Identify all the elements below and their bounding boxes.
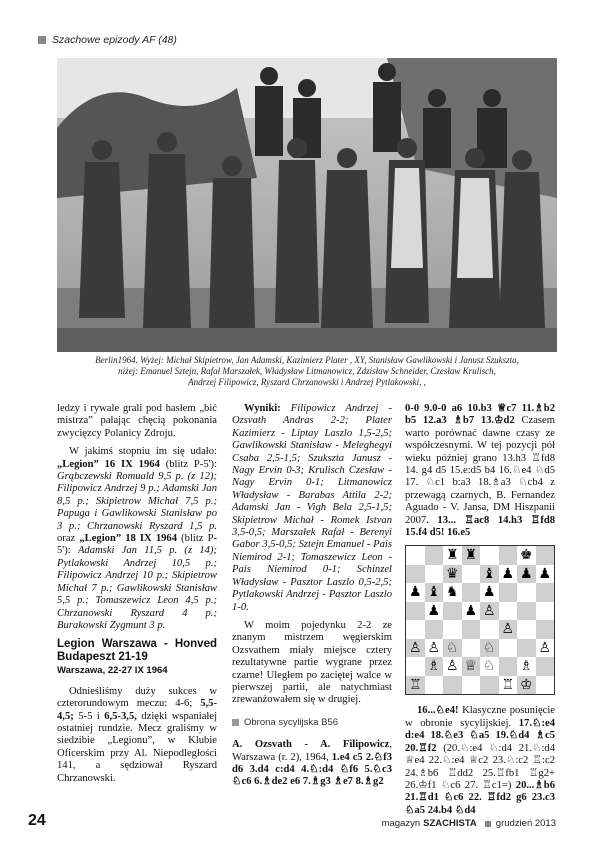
magazine-info <box>382 818 556 829</box>
chess-piece: ♟ <box>519 565 533 582</box>
photo-caption <box>57 355 557 388</box>
text-span: Odnieśliśmy duży sukces w czterorundowym meczu: 4-6; <box>57 685 217 710</box>
header-title: Szachowe epizody AF (48) <box>52 34 177 46</box>
chess-piece: ♙ <box>427 639 441 656</box>
caption-line: niżej: Emanuel Sztejn, Rafał Marszałek, Władysław Litmanowicz, Zdzisław Schneider, Czesław Krulisch, <box>118 366 496 376</box>
chess-piece: ♜ <box>464 547 478 564</box>
results-label: Wyniki: <box>244 403 281 414</box>
game-info: , Warszawa (r. 2), 1964, <box>232 739 392 763</box>
paragraph <box>405 705 555 817</box>
chess-piece: ♟ <box>427 602 441 619</box>
board-square <box>462 583 481 602</box>
event-name: „Legion” 18 IX 1964 <box>79 533 178 545</box>
chess-piece: ♕ <box>464 658 478 675</box>
moves: 20...♗b6 21.♖d1 ♘c6 22. ♖fd2 g6 23.c3 ♘a5 24.b4 ♘d4 <box>405 779 555 816</box>
paragraph <box>405 403 555 539</box>
chess-piece: ♛ <box>445 565 459 582</box>
chess-piece: ♟ <box>482 584 496 601</box>
board-square <box>499 583 518 602</box>
board-square <box>462 676 481 695</box>
moves: 17.♘:e4 d:e4 18.♘e3 ♘a5 19.♘d4 ♗c5 20.♖f2 <box>405 717 555 754</box>
page-number: 24 <box>28 812 46 829</box>
chess-piece: ♟ <box>408 584 422 601</box>
moves: 1.e4 c5 2.♘f3 d6 3.d4 c:d4 4.♘:d4 ♘f6 5.♘c3 ♘c6 6.♗de2 e6 7.♗g3 ♗e7 8.♗g2 <box>232 751 392 788</box>
chess-piece: ♗ <box>519 658 533 675</box>
board-square <box>462 620 481 639</box>
event-name: „Legion” 16 IX 1964 <box>57 458 160 470</box>
board-square <box>406 546 425 565</box>
running-header <box>38 34 177 46</box>
chess-piece: ♙ <box>408 639 422 656</box>
section-subtitle: Warszawa, 22-27 IX 1964 <box>57 665 168 677</box>
paragraph: W moim pojedynku 2-2 ze znanym mistrzem węgierskim Ozsvathem miały miejsce cztery rezultatywne partie wygrane przez czarne! Uległem po zaciętej walce w pierwszej partii, ale natychmiast zrewanżowałem się w drugiej. <box>232 619 392 706</box>
text-span: oraz <box>57 533 80 545</box>
caption-line: Andrzej Filipowicz, Ryszard Chrzanowski i Andrzej Pytlakowski, , <box>188 377 426 387</box>
board-square <box>536 676 555 695</box>
game-players: A. Ozsvath - A. Filipowicz <box>232 739 390 751</box>
results-list: Grąbczewski Romuald 9,5 p. (z 12); Filipowicz Andrzej 9 p.; Adamski Jan 8,5 p.; Skipietrow Michał 7,5 p.; Papuga i Gawlikowski Stanisław po 3 p.; Chrzanowski Ryszard 1,5 p. <box>57 471 217 532</box>
chess-piece: ♞ <box>445 584 459 601</box>
opening-square-icon <box>232 719 239 726</box>
chess-piece: ♘ <box>482 658 496 675</box>
column-1 <box>57 403 217 791</box>
annotation: Klasyczne posunięcie w obronie sycylijskiej. <box>405 705 555 729</box>
board-square <box>536 583 555 602</box>
board-square <box>443 676 462 695</box>
chess-piece: ♝ <box>427 584 441 601</box>
paragraph <box>57 686 217 785</box>
board-square <box>462 565 481 584</box>
board-square <box>536 620 555 639</box>
board-square <box>499 602 518 621</box>
chess-piece: ♘ <box>445 639 459 656</box>
header-square-icon <box>38 36 46 44</box>
results-list: Filipowicz Andrzej - Ozsvath Andras 2-2; Plater Kazimierz - Liptay Laszlo 1,5-2,5; Gawlikowski Stanisław - Meleghegyi Csaba 2,5-1,5; Szukszta Janusz - Nagy Ervin 0-3; Krulisch Czesław - Nagy Ervin 0-1; Litmanowicz Władysław - Barabas Attila 2-2; Adamski Jan - Vigh Bela 2,5-1,5; Skipietrow Michał - Romek Istvan 3,5-0,5; Marszałek Rafał - Berenyi Gabor 3,5-0,5; Sztejn Emanuel - Pais Niemirod 2-1; Tomaszewicz Leon - Pais Niemirod 0-1; Schinzel Władysław - Pasztor Laszlo 0,5-2,5; Pytlakowski Andrzej - Pasztor Laszlo 1-0. <box>232 403 392 613</box>
results-list: Adamski Jan 11,5 p. (z 14); Pytlakowski Andrzej 10,5 p.; Filipowicz Andrzej 10 p.; Skipietrow Michał 7 p.; Gawlikowski Stanisław 5,5 p.; Tomaszewicz Leon 4,5 p.; Chrzanowski Ryszard 4 p.; Burakowski Zygmunt 3 p. <box>57 545 217 631</box>
chess-piece: ♝ <box>482 565 496 582</box>
paragraph <box>57 446 217 632</box>
chess-piece: ♟ <box>538 565 552 582</box>
board-square <box>536 602 555 621</box>
annotation: Czasem warto porównać dawne czasy ze współczesnymi. W tej pozycji pół wieku później grano 13.h3 ♖fd8 14. g4 d5 15.e:d5 b4 16.♘e4 ♘d5 17. ♘c1 b:a3 18.♗a3 ♘cb4 z przewagą czarnych, B. Fernandez Aguado - V. Jansa, DM Hiszpanii 2007. <box>405 415 555 526</box>
chess-piece: ♜ <box>445 547 459 564</box>
board-square <box>425 676 444 695</box>
board-square <box>425 546 444 565</box>
board-square <box>480 546 499 565</box>
chess-piece: ♙ <box>445 658 459 675</box>
moves: 16...♘e4! <box>417 705 459 717</box>
board-square <box>517 602 536 621</box>
chess-piece: ♙ <box>538 639 552 656</box>
annotation: (20.♘:e4 ♘:d4 21.♘:d4 ♕e4 22.♘:e4 ♕c2 23.♘:c2 ♖:c2 24.♗b6 ♖dd2 25.♖fb1 ♖g2+ 26.♔f1 ♘c6 27. ♖c1=) <box>405 742 555 791</box>
chess-piece: ♚ <box>519 547 533 564</box>
section-title: Legion Warszawa - Honved Budapeszt 21-19 <box>57 638 217 664</box>
board-square <box>425 565 444 584</box>
board-square <box>499 639 518 658</box>
column-3 <box>405 403 555 823</box>
board-square <box>480 676 499 695</box>
board-square <box>536 657 555 676</box>
magazine-prefix: magazyn <box>381 818 421 829</box>
moves: 0-0 9.0-0 a6 10.b3 ♕c7 11.♗b2 b5 12.a3 ♗b7 13.♔d2 <box>405 403 555 427</box>
issue-date: grudzień 2013 <box>495 818 556 829</box>
board-square <box>499 657 518 676</box>
board-square <box>517 639 536 658</box>
board-square <box>406 565 425 584</box>
chess-piece: ♟ <box>501 565 515 582</box>
board-square <box>443 602 462 621</box>
board-square <box>406 602 425 621</box>
text-span: W jakimś stopniu im się udało: <box>69 446 217 458</box>
board-square <box>425 620 444 639</box>
text-span: 5-5 i <box>73 710 105 722</box>
board-square <box>462 639 481 658</box>
board-square <box>536 546 555 565</box>
text-span: (blitz P-5'): <box>159 458 218 470</box>
text-span: (blitz P-5'): <box>57 533 218 557</box>
chess-piece: ♖ <box>408 676 422 693</box>
board-square <box>517 620 536 639</box>
paragraph <box>232 403 392 614</box>
column-2 <box>232 403 392 795</box>
board-square <box>406 657 425 676</box>
game-moves <box>232 739 392 789</box>
footer-square-icon <box>485 821 491 827</box>
score: 6,5-3,5, <box>104 710 137 722</box>
chess-piece: ♟ <box>464 602 478 619</box>
magazine-name: SZACHISTA <box>423 818 477 829</box>
chess-piece: ♙ <box>482 602 496 619</box>
board-square <box>406 620 425 639</box>
board-square <box>499 546 518 565</box>
chess-piece: ♔ <box>519 676 533 693</box>
board-square <box>443 620 462 639</box>
text-span: dzięki wspaniałej ostatniej rundzie. Mecz graliśmy w siedzibie „Legionu”, w Klubie Oficerskim przy Al. Niepodległości 141, a sędziował Ryszard Chrzanowski. <box>57 710 218 784</box>
chess-piece: ♘ <box>482 639 496 656</box>
moves: 13... ♖ac8 14.h3 ♖fd8 15.f4 d5! 16.e5 <box>405 514 556 539</box>
opening-label <box>232 717 392 729</box>
chess-piece: ♖ <box>501 676 515 693</box>
board-square <box>480 620 499 639</box>
opening-name: Obrona sycylijska B56 <box>244 716 338 728</box>
chess-piece: ♗ <box>427 658 441 675</box>
board-square <box>517 583 536 602</box>
score: 5,5-4,5; <box>57 698 217 722</box>
chess-board-diagram <box>405 545 555 695</box>
chess-piece: ♙ <box>501 621 515 638</box>
paragraph: ledzy i rywale grali pod hasłem „bić mistrza” pałając chęcią pokonania zwycięzcy Polanicy Zdroju. <box>57 403 217 439</box>
group-photo <box>57 58 557 352</box>
caption-line: Berlin1964. Wyżej: Michał Skipietrow, Jan Adamski, Kazimierz Plater , XY, Stanisław Gawlikowski i Janusz Szukszta, <box>95 355 519 365</box>
